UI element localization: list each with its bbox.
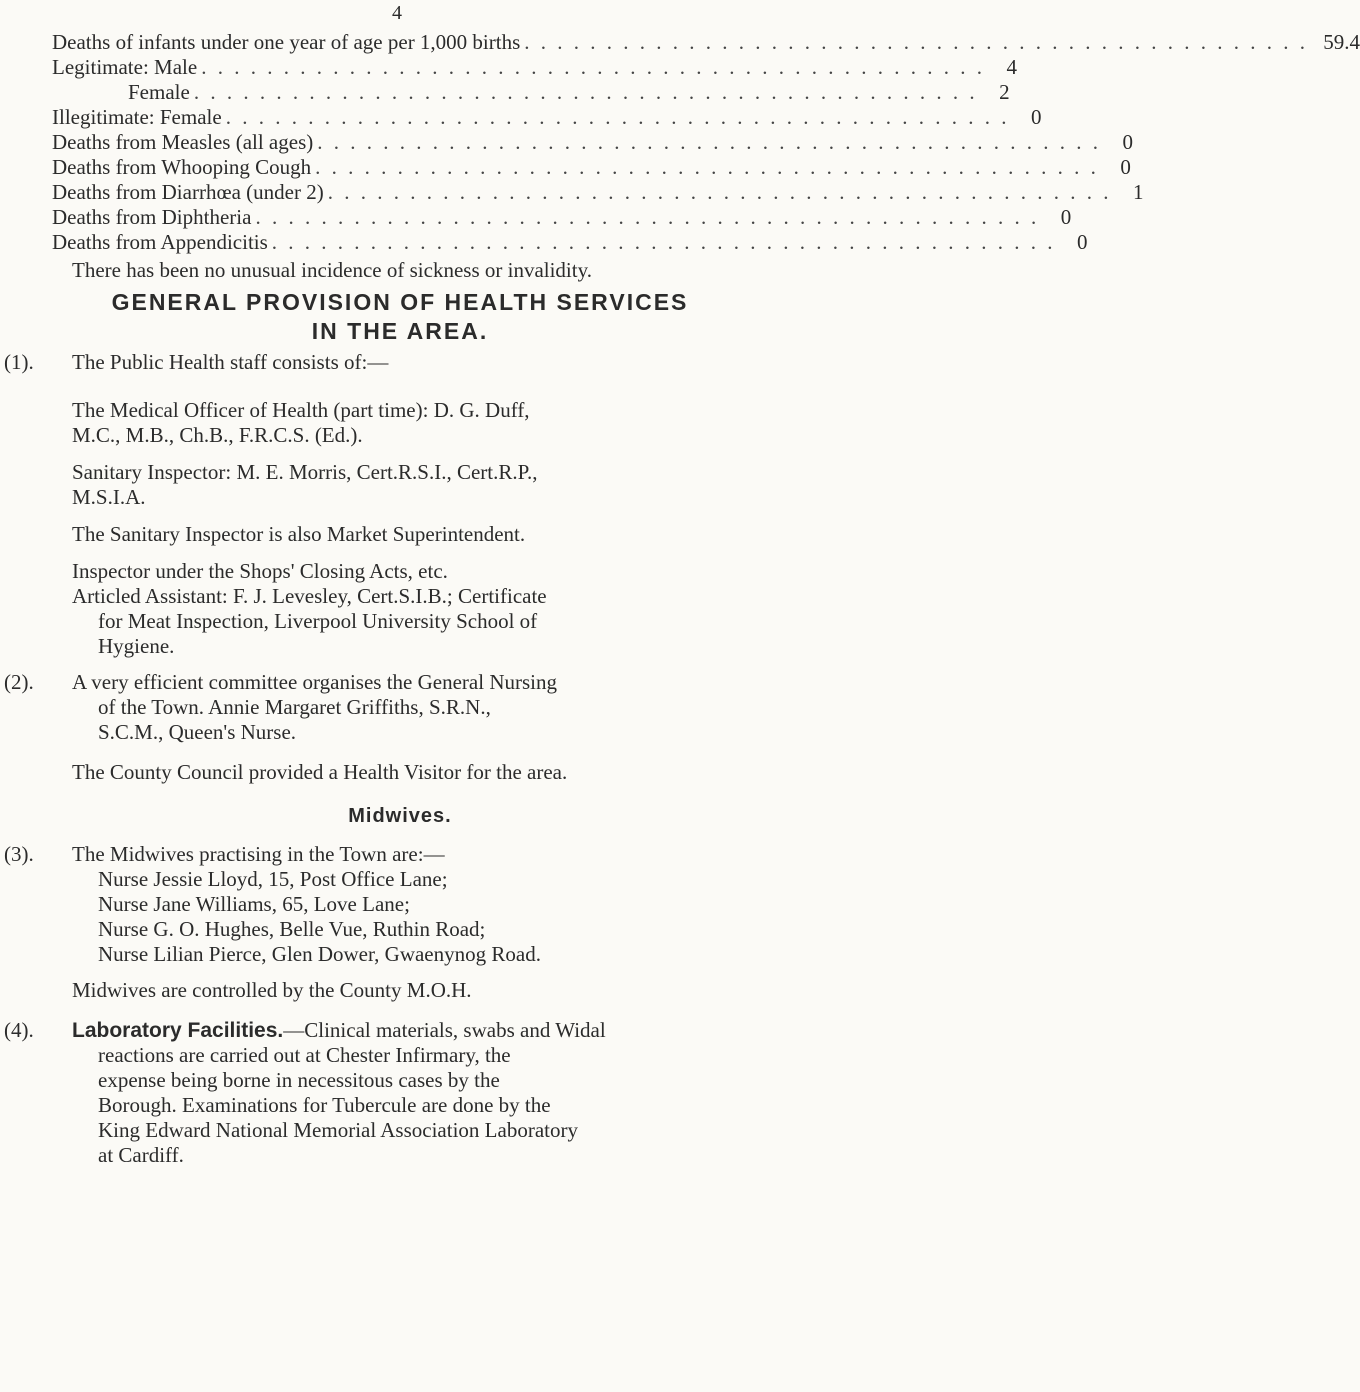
section-heading: GENERAL PROVISION OF HEALTH SERVICES (111, 289, 689, 315)
stats-row (52, 105, 1042, 130)
stats-row-value: 59.4 (1323, 30, 1360, 54)
moh-line2: M.C., M.B., Ch.B., F.R.C.S. (Ed.). (72, 423, 363, 447)
laboratory-line3: expense being borne in necessitous cases by the (98, 1068, 500, 1092)
leader-dots: . . . . . . . . . . . . . . . . . . . . . . . . . . . . . . . . . . . . . . . . . . . . . . . . (327, 180, 1112, 204)
laboratory-line1 (72, 1018, 606, 1043)
statistics-table (52, 30, 1360, 255)
midwives-intro: The Midwives practising in the Town are:— (72, 842, 445, 866)
stats-row (52, 55, 1017, 80)
stats-row-label: Deaths from Diphtheria (52, 205, 252, 229)
midwife-item: Nurse Jessie Lloyd, 15, Post Office Lane; (98, 867, 448, 891)
stats-row-value: 0 (1122, 130, 1133, 154)
leader-dots: . . . . . . . . . . . . . . . . . . . . . . . . . . . . . . . . . . . . . . . . . . . . . . . . (524, 30, 1309, 54)
leader-dots: . . . . . . . . . . . . . . . . . . . . . . . . . . . . . . . . . . . . . . . . . . . . . . . . (271, 230, 1056, 254)
item-number-1: (1). (4, 350, 34, 374)
leader-dots: . . . . . . . . . . . . . . . . . . . . . . . . . . . . . . . . . . . . . . . . . . . . . . . . (255, 205, 1040, 229)
sanitary-inspector-also: The Sanitary Inspector is also Market Superintendent. (72, 522, 526, 546)
stats-row (52, 155, 1131, 180)
leader-dots: . . . . . . . . . . . . . . . . . . . . . . . . . . . . . . . . . . . . . . . . . . . . . . . . (193, 80, 978, 104)
nursing-line1: A very efficient committee organises the General Nursing (72, 670, 557, 694)
laboratory-line6: at Cardiff. (98, 1143, 184, 1167)
stats-row (52, 230, 1088, 255)
stats-row (52, 205, 1072, 230)
item-number-4: (4). (4, 1018, 34, 1042)
leader-dots: . . . . . . . . . . . . . . . . . . . . . . . . . . . . . . . . . . . . . . . . . . . . . . . . (317, 130, 1101, 154)
stats-row-label: Deaths from Whooping Cough (52, 155, 312, 179)
page-number: 4 (392, 2, 402, 24)
stats-row-label: Deaths from Measles (all ages) (52, 130, 314, 154)
sanitary-inspector-line2: M.S.I.A. (72, 485, 146, 509)
stats-row (52, 180, 1144, 205)
stats-row (52, 80, 1010, 105)
articled-assistant-line1: Articled Assistant: F. J. Levesley, Cert.S.I.B.; Certificate (72, 584, 547, 608)
laboratory-line5: King Edward National Memorial Association Laboratory (98, 1118, 578, 1142)
stats-row-label: Deaths from Diarrhœa (under 2) (52, 180, 324, 204)
midwives-heading: Midwives. (348, 805, 452, 827)
stats-row-value: 0 (1030, 105, 1042, 129)
stats-row (52, 30, 1360, 55)
stats-row-label: Legitimate: Male (52, 55, 198, 79)
health-visitor-note: The County Council provided a Health Visitor for the area. (72, 760, 568, 784)
stats-row-value: 4 (1006, 55, 1017, 79)
moh-line1: The Medical Officer of Health (part time): D. G. Duff, (72, 398, 530, 422)
stats-row-value: 2 (999, 80, 1010, 104)
articled-assistant-line3: Hygiene. (98, 634, 175, 658)
item-number-3: (3). (4, 842, 34, 866)
midwives-control: Midwives are controlled by the County M.O.H. (72, 978, 472, 1002)
shops-inspector: Inspector under the Shops' Closing Acts, etc. (72, 559, 448, 583)
section-heading-line2: IN THE AREA. (311, 318, 489, 344)
midwife-item: Nurse Lilian Pierce, Glen Dower, Gwaenynog Road. (98, 942, 541, 966)
stats-row-label: Deaths of infants under one year of age per 1,000 births (52, 30, 521, 54)
stats-row-value: 0 (1060, 205, 1072, 229)
leader-dots: . . . . . . . . . . . . . . . . . . . . . . . . . . . . . . . . . . . . . . . . . . . . . . . . (201, 55, 985, 79)
laboratory-lead: Laboratory Facilities. (72, 1019, 284, 1042)
laboratory-line1-text: —Clinical materials, swabs and Widal (283, 1018, 606, 1042)
articled-assistant-line2: for Meat Inspection, Liverpool University School of (98, 609, 538, 633)
sanitary-inspector-line1: Sanitary Inspector: M. E. Morris, Cert.R.S.I., Cert.R.P., (72, 460, 538, 484)
stats-row-value: 0 (1077, 230, 1088, 254)
nursing-line2: of the Town. Annie Margaret Griffiths, S.R.N., (98, 695, 491, 719)
leader-dots: . . . . . . . . . . . . . . . . . . . . . . . . . . . . . . . . . . . . . . . . . . . . . . . . (225, 105, 1010, 129)
nursing-line3: S.C.M., Queen's Nurse. (98, 720, 297, 744)
staff-intro: The Public Health staff consists of:— (72, 350, 389, 374)
stats-row-value: 0 (1120, 155, 1131, 179)
stats-row (52, 130, 1133, 155)
sickness-note: There has been no unusual incidence of sickness or invalidity. (72, 258, 592, 282)
stats-row-value: 1 (1132, 180, 1144, 204)
stats-row-label: Illegitimate: Female (52, 105, 222, 129)
leader-dots: . . . . . . . . . . . . . . . . . . . . . . . . . . . . . . . . . . . . . . . . . . . . . . . . (315, 155, 1099, 179)
stats-row-label: Female (128, 80, 190, 104)
laboratory-line4: Borough. Examinations for Tubercule are done by the (98, 1093, 551, 1117)
laboratory-line2: reactions are carried out at Chester Infirmary, the (98, 1043, 511, 1067)
stats-row-label: Deaths from Appendicitis (52, 230, 268, 254)
item-number-2: (2). (4, 670, 34, 694)
midwife-item: Nurse Jane Williams, 65, Love Lane; (98, 892, 410, 916)
midwife-item: Nurse G. O. Hughes, Belle Vue, Ruthin Road; (98, 917, 486, 941)
